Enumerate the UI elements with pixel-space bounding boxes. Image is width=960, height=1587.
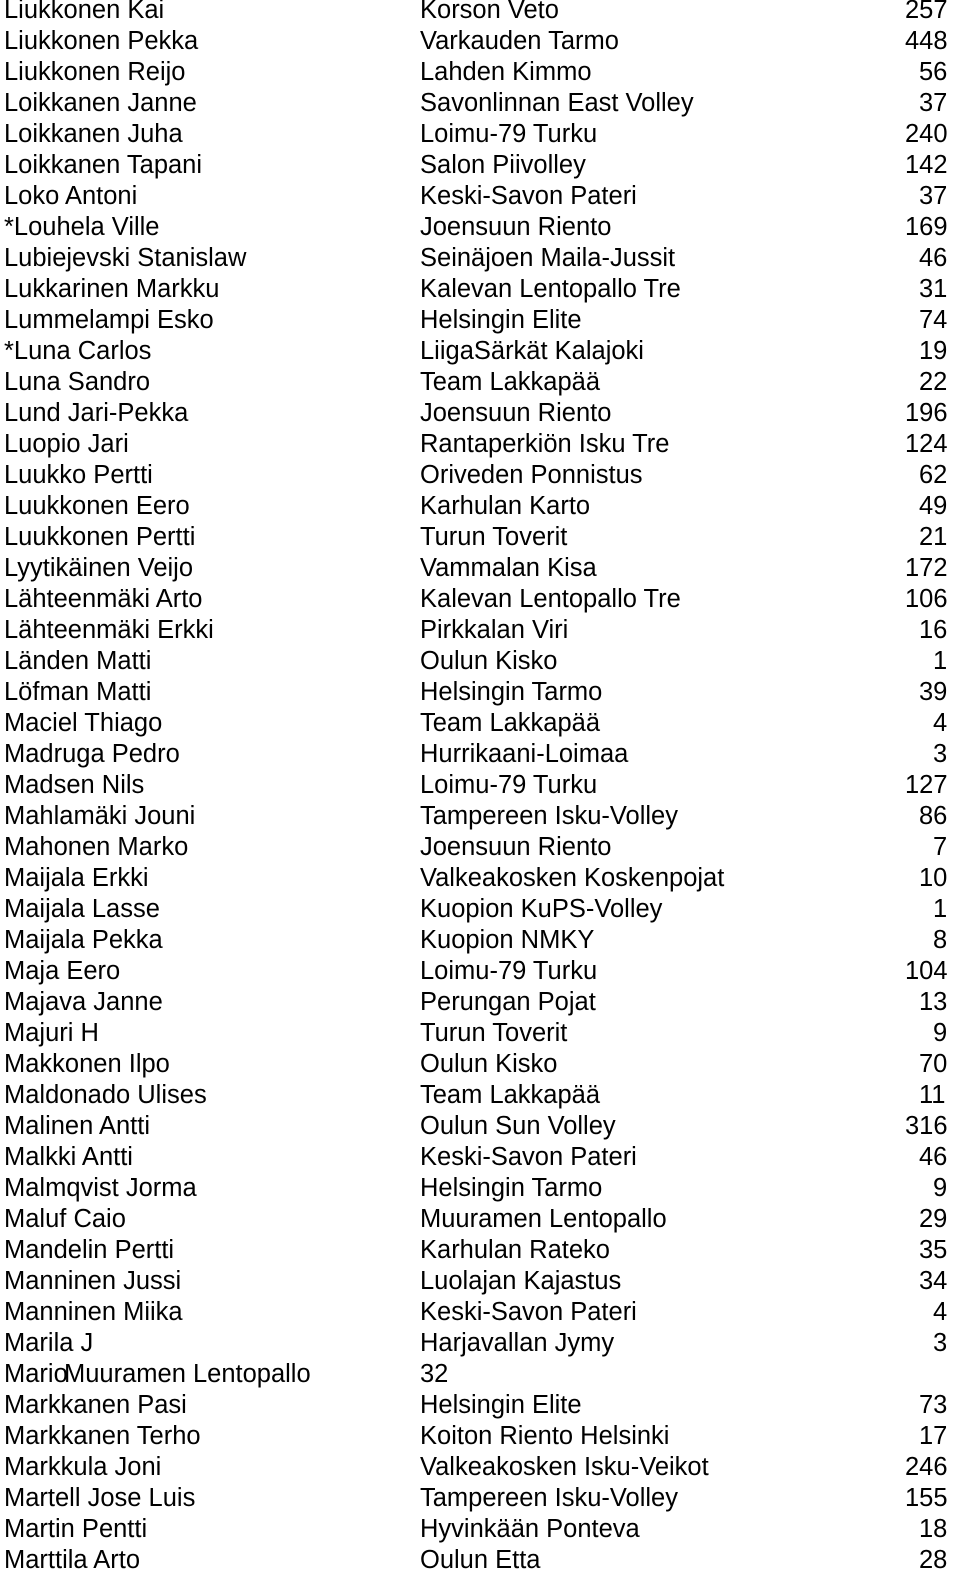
match-count: 316 (905, 1112, 948, 1140)
roster-row (0, 1235, 960, 1266)
roster-row (0, 987, 960, 1018)
player-name: Maijala Erkki (4, 864, 149, 892)
player-name: Madsen Nils (4, 771, 145, 799)
roster-row (0, 770, 960, 801)
player-name: Loko Antoni (4, 182, 138, 210)
roster-row (0, 243, 960, 274)
match-count: 4 (933, 709, 948, 737)
match-count: 240 (905, 120, 948, 148)
match-count: 56 (919, 58, 948, 86)
player-name: Markkula Joni (4, 1453, 162, 1481)
player-name: Majava Janne (4, 988, 163, 1016)
team-name: Team Lakkapää (420, 1081, 601, 1109)
roster-row (0, 88, 960, 119)
player-name: Malmqvist Jorma (4, 1174, 197, 1202)
player-name: Länden Matti (4, 647, 152, 675)
match-count: 13 (919, 988, 948, 1016)
match-count: 1 (933, 647, 948, 675)
match-count: 7 (933, 833, 948, 861)
roster-row (0, 1111, 960, 1142)
match-count: 74 (919, 306, 948, 334)
player-name: Mahlamäki Jouni (4, 802, 196, 830)
team-name: LiigaSärkät Kalajoki (420, 337, 644, 365)
team-name: Keski-Savon Pateri (420, 182, 637, 210)
team-name: Helsingin Elite (420, 306, 582, 334)
team-name: Muuramen Lentopallo (64, 1360, 311, 1388)
player-name: Marila J (4, 1329, 94, 1357)
team-name: Karhulan Karto (420, 492, 591, 520)
team-name: Oulun Kisko (420, 1050, 558, 1078)
match-count: 9 (933, 1019, 948, 1047)
team-name: Joensuun Riento (420, 213, 612, 241)
team-name: Kalevan Lentopallo Tre (420, 275, 681, 303)
match-count: 4 (933, 1298, 948, 1326)
roster-row (0, 460, 960, 491)
team-name: Hurrikaani-Loimaa (420, 740, 629, 768)
match-count: 29 (919, 1205, 948, 1233)
match-count: 169 (905, 213, 948, 241)
team-name: Harjavallan Jymy (420, 1329, 615, 1357)
player-name: Manninen Jussi (4, 1267, 182, 1295)
team-name: Team Lakkapää (420, 368, 601, 396)
team-name: Muuramen Lentopallo (420, 1205, 667, 1233)
player-name: Luopio Jari (4, 430, 129, 458)
roster-row (0, 212, 960, 243)
team-name: Salon Piivolley (420, 151, 586, 179)
match-count: 46 (919, 1143, 948, 1171)
match-count: 17 (919, 1422, 948, 1450)
roster-row (0, 1204, 960, 1235)
player-name: Loikkanen Juha (4, 120, 183, 148)
team-name: Loimu-79 Turku (420, 957, 598, 985)
roster-row (0, 553, 960, 584)
match-count: 11 (919, 1081, 946, 1109)
roster-row (0, 801, 960, 832)
match-count: 62 (919, 461, 948, 489)
roster-row (0, 1142, 960, 1173)
roster-row (0, 1452, 960, 1483)
match-count: 448 (905, 27, 948, 55)
match-count: 155 (905, 1484, 948, 1512)
team-name: Helsingin Elite (420, 1391, 582, 1419)
team-name: Tampereen Isku-Volley (420, 802, 678, 830)
roster-row (0, 491, 960, 522)
player-name: Loikkanen Tapani (4, 151, 203, 179)
roster-row (0, 739, 960, 770)
match-count: 28 (919, 1546, 948, 1574)
roster-row (0, 305, 960, 336)
roster-row (0, 1483, 960, 1514)
player-name: Mahonen Marko (4, 833, 189, 861)
player-name: Majuri H (4, 1019, 99, 1047)
roster-row (0, 181, 960, 212)
team-name: Varkauden Tarmo (420, 27, 619, 55)
team-name: Perungan Pojat (420, 988, 596, 1016)
player-name: Madruga Pedro (4, 740, 180, 768)
player-name: Mandelin Pertti (4, 1236, 175, 1264)
team-name: Oriveden Ponnistus (420, 461, 643, 489)
player-name: Makkonen Ilpo (4, 1050, 170, 1078)
match-count: 127 (905, 771, 948, 799)
player-name: Maja Eero (4, 957, 121, 985)
roster-row (0, 1545, 960, 1576)
player-name: Lähteenmäki Erkki (4, 616, 214, 644)
match-count: 3 (933, 740, 948, 768)
roster-row (0, 832, 960, 863)
roster-row (0, 1297, 960, 1328)
team-name: Tampereen Isku-Volley (420, 1484, 678, 1512)
match-count: 3 (933, 1329, 948, 1357)
match-count: 39 (919, 678, 948, 706)
player-name: Malkki Antti (4, 1143, 133, 1171)
player-name: Liukkonen Pekka (4, 27, 199, 55)
match-count: 196 (905, 399, 948, 427)
match-count: 86 (919, 802, 948, 830)
roster-row (0, 1514, 960, 1545)
player-name: Lähteenmäki Arto (4, 585, 203, 613)
roster-row (0, 1080, 960, 1111)
match-count: 46 (919, 244, 948, 272)
match-count: 124 (905, 430, 948, 458)
roster-row (0, 522, 960, 553)
roster-row (0, 336, 960, 367)
roster-row (0, 119, 960, 150)
match-count: 32 (420, 1360, 449, 1388)
team-name: Rantaperkiön Isku Tre (420, 430, 670, 458)
roster-row (0, 1173, 960, 1204)
match-count: 31 (919, 275, 948, 303)
team-name: Joensuun Riento (420, 833, 612, 861)
player-name: Luukkonen Pertti (4, 523, 196, 551)
roster-row (0, 1390, 960, 1421)
team-name: Oulun Etta (420, 1546, 541, 1574)
match-count: 37 (919, 182, 948, 210)
player-name: Löfman Matti (4, 678, 152, 706)
roster-row (0, 367, 960, 398)
match-count: 49 (919, 492, 948, 520)
match-count: 73 (919, 1391, 948, 1419)
player-name: *Luna Carlos (4, 337, 152, 365)
team-name: Valkeakosken Isku-Veikot (420, 1453, 709, 1481)
player-name: Lyytikäinen Veijo (4, 554, 194, 582)
player-name: Marttila Arto (4, 1546, 141, 1574)
roster-row (0, 1328, 960, 1359)
player-name: Liukkonen Kai (4, 0, 165, 24)
roster-row (0, 429, 960, 460)
team-name: Valkeakosken Koskenpojat (420, 864, 725, 892)
match-count: 257 (905, 0, 948, 24)
player-name: Maciel Thiago (4, 709, 163, 737)
player-name: Lummelampi Esko (4, 306, 214, 334)
player-name: Maluf Caio (4, 1205, 126, 1233)
player-name: *Louhela Ville (4, 213, 160, 241)
player-name: Markkanen Pasi (4, 1391, 187, 1419)
match-count: 104 (905, 957, 948, 985)
team-name: Loimu-79 Turku (420, 120, 598, 148)
match-count: 8 (933, 926, 948, 954)
team-name: Lahden Kimmo (420, 58, 592, 86)
roster-row (0, 894, 960, 925)
match-count: 246 (905, 1453, 948, 1481)
team-name: Korson Veto (420, 0, 559, 24)
match-count: 19 (919, 337, 948, 365)
roster-row (0, 150, 960, 181)
match-count: 35 (919, 1236, 948, 1264)
player-name: Luukkonen Eero (4, 492, 190, 520)
team-name: Kuopion NMKY (420, 926, 595, 954)
roster-row (0, 925, 960, 956)
player-name: Maldonado Ulises (4, 1081, 207, 1109)
match-count: 18 (919, 1515, 948, 1543)
roster-row (0, 1049, 960, 1080)
player-name: Loikkanen Janne (4, 89, 197, 117)
player-name: Maijala Lasse (4, 895, 160, 923)
roster-row (0, 646, 960, 677)
roster-row (0, 615, 960, 646)
player-name: Malinen Antti (4, 1112, 151, 1140)
team-name: Turun Toverit (420, 1019, 568, 1047)
team-name: Team Lakkapää (420, 709, 601, 737)
team-name: Oulun Kisko (420, 647, 558, 675)
roster-row (0, 584, 960, 615)
match-count: 1 (933, 895, 948, 923)
match-count: 37 (919, 89, 948, 117)
match-count: 16 (919, 616, 948, 644)
player-name: Lubiejevski Stanislaw (4, 244, 247, 272)
player-name: Maijala Pekka (4, 926, 163, 954)
roster-row (0, 1266, 960, 1297)
roster-row (0, 956, 960, 987)
match-count: 21 (919, 523, 948, 551)
match-count: 142 (905, 151, 948, 179)
player-name: Mario (4, 1360, 68, 1388)
team-name: Oulun Sun Volley (420, 1112, 616, 1140)
player-name: Luukko Pertti (4, 461, 153, 489)
team-name: Joensuun Riento (420, 399, 612, 427)
player-name: Markkanen Terho (4, 1422, 201, 1450)
team-name: Helsingin Tarmo (420, 1174, 603, 1202)
roster-row (0, 677, 960, 708)
player-name: Lukkarinen Markku (4, 275, 220, 303)
player-name: Manninen Miika (4, 1298, 183, 1326)
team-name: Seinäjoen Maila-Jussit (420, 244, 676, 272)
roster-row (0, 1359, 960, 1390)
player-name: Liukkonen Reijo (4, 58, 186, 86)
match-count: 70 (919, 1050, 948, 1078)
match-count: 9 (933, 1174, 948, 1202)
roster-row (0, 1421, 960, 1452)
team-name: Loimu-79 Turku (420, 771, 598, 799)
player-name: Martin Pentti (4, 1515, 148, 1543)
match-count: 172 (905, 554, 948, 582)
roster-row (0, 708, 960, 739)
team-name: Hyvinkään Ponteva (420, 1515, 640, 1543)
team-name: Keski-Savon Pateri (420, 1143, 637, 1171)
player-name: Martell Jose Luis (4, 1484, 196, 1512)
roster-row (0, 274, 960, 305)
team-name: Kuopion KuPS-Volley (420, 895, 663, 923)
team-name: Koiton Riento Helsinki (420, 1422, 670, 1450)
team-name: Keski-Savon Pateri (420, 1298, 637, 1326)
team-name: Pirkkalan Viri (420, 616, 569, 644)
team-name: Vammalan Kisa (420, 554, 597, 582)
roster-row (0, 863, 960, 894)
team-name: Turun Toverit (420, 523, 568, 551)
match-count: 22 (919, 368, 948, 396)
roster-row (0, 398, 960, 429)
roster-row (0, 0, 960, 26)
roster-row (0, 26, 960, 57)
roster-row (0, 57, 960, 88)
team-name: Luolajan Kajastus (420, 1267, 622, 1295)
match-count: 106 (905, 585, 948, 613)
team-name: Savonlinnan East Volley (420, 89, 694, 117)
roster-row (0, 1018, 960, 1049)
player-name: Luna Sandro (4, 368, 151, 396)
team-name: Karhulan Rateko (420, 1236, 610, 1264)
team-name: Kalevan Lentopallo Tre (420, 585, 681, 613)
team-name: Helsingin Tarmo (420, 678, 603, 706)
player-name: Lund Jari-Pekka (4, 399, 189, 427)
match-count: 34 (919, 1267, 948, 1295)
match-count: 10 (919, 864, 948, 892)
